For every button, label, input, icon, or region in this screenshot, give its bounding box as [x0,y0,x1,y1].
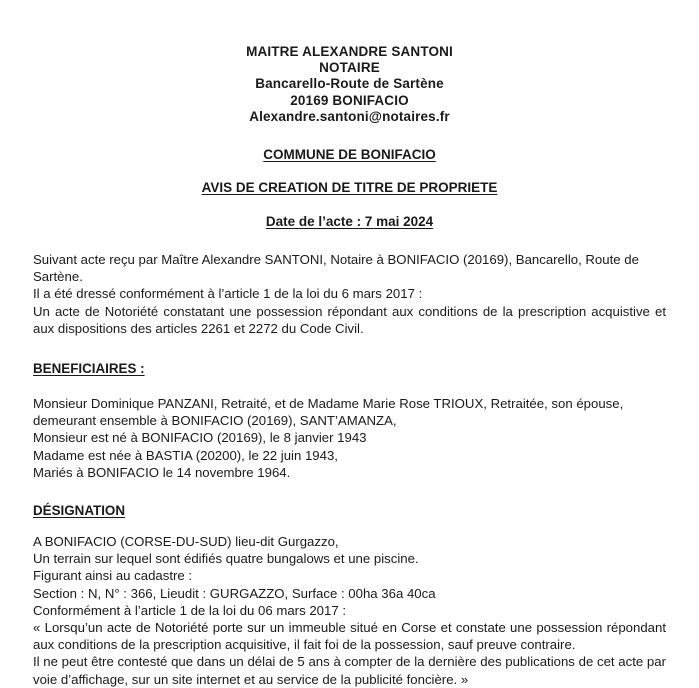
heading-designation [33,502,666,519]
quote-paragraph-1: « Lorsqu’un acte de Notoriété porte sur un immeuble situé en Corse et constate une possession répondant aux conditions de la prescription acquisitive, il fait foi de la possession, sauf preuve contraire. [33,620,666,653]
letterhead-street: Bancarello-Route de Sartène [255,76,444,92]
designation-line-5: Conformément à l’article 1 de la loi du 06 mars 2017 : [33,602,346,618]
beneficiaires-line-3: Madame est née à BASTIA (20200), le 22 juin 1943, [33,447,338,463]
letterhead [33,0,666,125]
letterhead-title: NOTAIRE [319,60,380,76]
quote-block [33,619,666,688]
letterhead-city: 20169 BONIFACIO [290,92,409,108]
heading-avis [33,180,666,196]
beneficiaires-block [33,395,666,481]
beneficiaires-line-2: Monsieur est né à BONIFACIO (20169), le 8 janvier 1943 [33,430,367,446]
letterhead-name: MAITRE ALEXANDRE SANTONI [246,44,453,59]
heading-beneficiaires-text: BENEFICIAIRES : [33,361,145,377]
heading-date-acte-text: Date de l’acte : 7 mai 2024 [265,214,434,230]
heading-commune-text: COMMUNE DE BONIFACIO [263,147,436,163]
designation-line-1: A BONIFACIO (CORSE-DU-SUD) lieu-dit Gurgazzo, [33,534,339,550]
beneficiaires-line-1: Monsieur Dominique PANZANI, Retraité, et de Madame Marie Rose TRIOUX, Retraitée, son épouse, demeurant ensemble à BONIFACIO (20169), SANT’AMANZA, [33,396,624,429]
quote-paragraph-2: Il ne peut être contesté que dans un délai de 5 ans à compter de la dernière des publications de cet acte par voie d’affichage, sur un site internet et au service de la publicité foncière. » [33,654,666,687]
acte-line-3: Un acte de Notoriété constatant une possession répondant aux conditions de la prescription acquistive et aux dispositions des articles 2261 et 2272 du Code Civil. [33,303,666,336]
designation-block [33,533,666,619]
designation-line-3: Figurant ainsi au cadastre : [33,568,193,584]
heading-beneficiaires [33,360,666,377]
heading-designation-text: DÉSIGNATION [33,503,126,519]
acte-line-2: Il a été dressé conformément à l’article 1 de la loi du 6 mars 2017 : [33,286,423,302]
beneficiaires-line-4: Mariés à BONIFACIO le 14 novembre 1964. [33,464,291,480]
heading-avis-text: AVIS DE CREATION DE TITRE DE PROPRIETE [201,180,498,196]
document-content [33,0,666,688]
acte-line-1: Suivant acte reçu par Maître Alexandre SANTONI, Notaire à BONIFACIO (20169), Bancarello, Route de Sartène. [33,252,639,285]
heading-date-acte [33,214,666,230]
heading-commune [33,147,666,163]
designation-cadastre-line: Section : N, N° : 366, Lieudit : GURGAZZO, Surface : 00ha 36a 40ca [33,585,436,601]
acte-block [33,251,666,337]
letterhead-email: Alexandre.santoni@notaires.fr [249,108,450,124]
designation-line-2: Un terrain sur lequel sont édifiés quatre bungalows et une piscine. [33,551,419,567]
